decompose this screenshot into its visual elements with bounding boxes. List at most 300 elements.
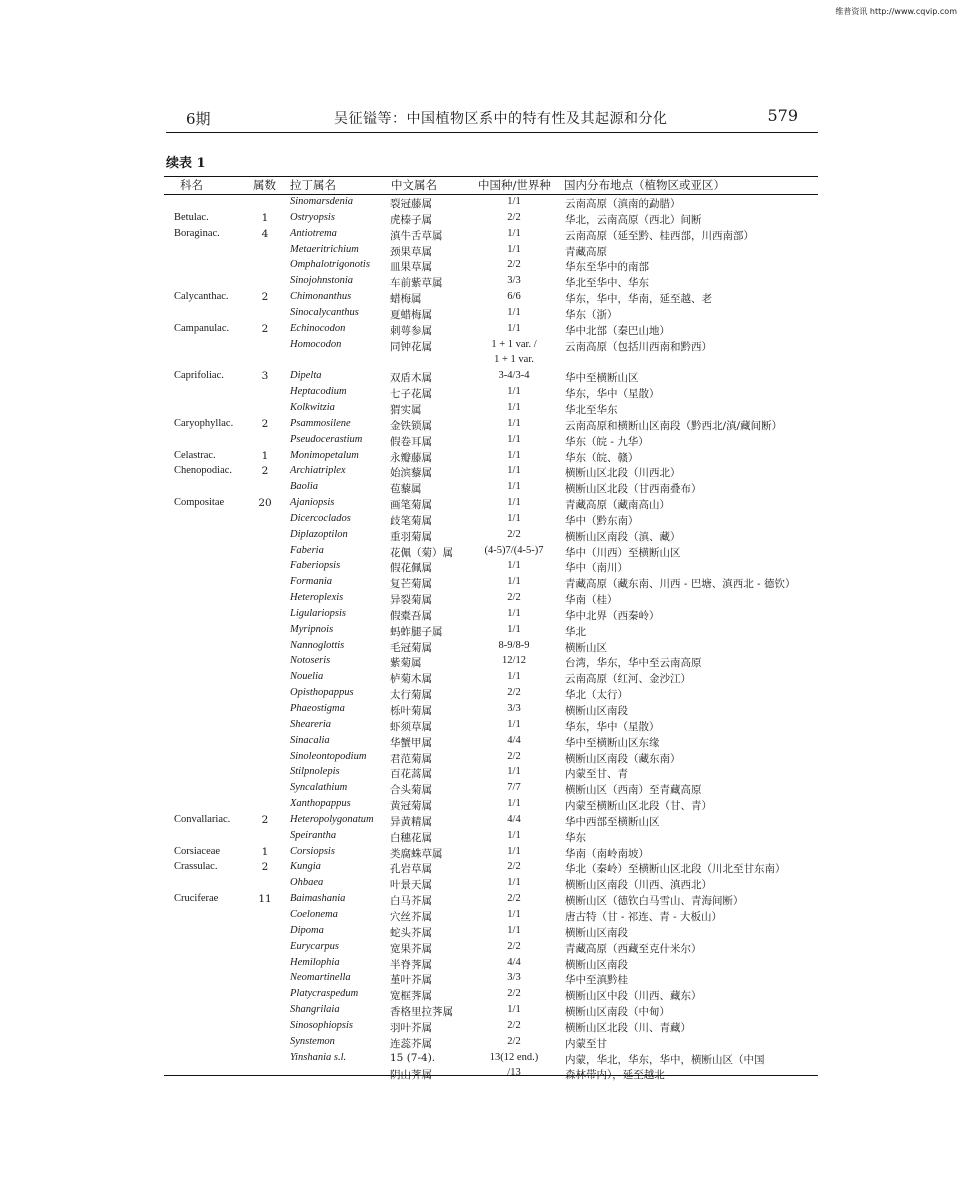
cell-latin: Chimonanthus	[290, 291, 352, 303]
cell-distribution: 华中至横断山区	[565, 372, 639, 385]
cell-distribution: 华中（黔东南）	[565, 514, 639, 527]
cell-latin: Speirantha	[290, 829, 337, 841]
cell-genus-count: 3	[261, 370, 269, 383]
cell-ratio: 1/1	[507, 497, 521, 509]
cell-latin: Nannoglottis	[290, 639, 345, 651]
cell-distribution: 华北（秦岭）至横断山区北段（川北至甘东南）	[565, 863, 786, 876]
cell-family: Compositae	[174, 497, 225, 509]
cell-ratio: 1/1	[507, 433, 521, 445]
cell-latin: Sinocalycanthus	[290, 306, 359, 318]
cell-latin: Kolkwitzia	[290, 401, 335, 413]
cell-ratio: 1/1	[507, 798, 521, 810]
table-row	[0, 829, 967, 845]
cell-latin: Faberiopsis	[290, 560, 341, 572]
cell-ratio: 8-9/8-9	[498, 639, 530, 651]
cell-distribution: 华东（浙）	[565, 308, 618, 321]
cell-chinese: 异黄精属	[390, 815, 432, 828]
cell-ratio: 1/1	[507, 449, 521, 461]
table-row	[0, 607, 967, 623]
cell-latin: Antiotrema	[290, 227, 337, 239]
cell-family: Calycanthac.	[174, 291, 229, 303]
table-row	[0, 591, 967, 607]
cell-ratio: 13(12 end.)	[489, 1051, 539, 1063]
cell-chinese: 半脊荠属	[390, 958, 432, 971]
cell-distribution: 华东，华中，华南，延至越、老	[565, 293, 712, 306]
cell-latin: Diplazoptilon	[290, 528, 348, 540]
cell-latin: Neomartinella	[290, 972, 351, 984]
cell-chinese: 花佩（菊）属	[390, 546, 453, 559]
cell-latin: Pseudocerastium	[290, 433, 363, 445]
cell-chinese: 重羽菊属	[390, 530, 432, 543]
cell-ratio: 1/1	[507, 227, 521, 239]
cell-latin: Omphalotrigonotis	[290, 259, 370, 271]
cell-ratio: 1/1	[507, 766, 521, 778]
table-bottom-rule	[164, 1075, 818, 1076]
cell-chinese: 金铁锁属	[390, 419, 432, 432]
header-ratio: 中国种/世界种	[478, 178, 551, 192]
cell-ratio: 1/1	[507, 243, 521, 255]
cell-ratio: 2/2	[507, 528, 521, 540]
cell-distribution: 华东	[565, 831, 586, 844]
cell-distribution: 横断山区南段（藏东南）	[565, 752, 681, 765]
table-row	[0, 306, 967, 322]
cell-distribution: 横断山区中段（川西、藏东）	[565, 990, 702, 1003]
table-row	[0, 670, 967, 686]
table-row	[0, 860, 967, 876]
cell-distribution: 青藏高原（藏南高山）	[565, 499, 670, 512]
cell-ratio: 1 + 1 var. /	[491, 338, 537, 350]
cell-distribution: 华中北界（西秦岭）	[565, 609, 660, 622]
cell-ratio: 1/1	[507, 718, 521, 730]
table-row	[0, 797, 967, 813]
cell-latin: Coelonema	[290, 908, 338, 920]
table-row	[0, 1019, 967, 1035]
cell-chinese: 异裂菊属	[390, 594, 432, 607]
cell-chinese: 白马芥属	[390, 895, 432, 908]
table-row	[0, 765, 967, 781]
cell-ratio: 1/1	[507, 322, 521, 334]
table-row	[0, 480, 967, 496]
cell-distribution: 唐古特（甘 - 祁连、青 - 大板山）	[565, 910, 722, 923]
table-row	[0, 654, 967, 670]
cell-latin: Yinshania s.l.	[290, 1051, 347, 1063]
cell-ratio: 2/2	[507, 259, 521, 271]
cell-family: Chenopodiac.	[174, 465, 233, 477]
cell-latin: Monimopetalum	[290, 449, 359, 461]
header-distribution: 国内分布地点（植物区或亚区）	[564, 178, 725, 192]
cell-latin: Sinomarsdenia	[290, 196, 353, 207]
cell-ratio: 3/3	[507, 703, 521, 714]
table-row	[0, 464, 967, 480]
header-chinese: 中文属名	[391, 178, 437, 192]
cell-genus-count: 2	[261, 813, 269, 826]
cell-latin: Formania	[290, 576, 332, 588]
cell-latin: Notoseris	[290, 655, 331, 667]
table-row	[0, 433, 967, 449]
cell-latin: Sinacalia	[290, 734, 330, 746]
table-row	[0, 290, 967, 306]
table-row	[0, 1051, 967, 1067]
cell-chinese: 车前紫草属	[390, 277, 443, 290]
cell-distribution: 横断山区南段	[565, 926, 628, 939]
cell-distribution: 华东（皖 - 九华）	[565, 435, 649, 448]
cell-latin: Phaeostigma	[290, 703, 345, 714]
table-row	[0, 417, 967, 433]
cell-chinese: 裂冠藤属	[390, 198, 432, 210]
cell-chinese: 蚂蚱腿子属	[390, 625, 443, 638]
table-row	[0, 195, 967, 211]
cell-latin: Baimashania	[290, 893, 346, 905]
cell-distribution: 华中至滇黔桂	[565, 974, 628, 987]
table-row	[0, 750, 967, 766]
header-rule	[166, 132, 818, 133]
cell-chinese: 滇牛舌草属	[390, 229, 443, 242]
cell-chinese: 连蕊芥属	[390, 1037, 432, 1050]
cell-latin: Metaeritrichium	[290, 243, 359, 255]
page-number: 579	[767, 106, 798, 125]
table-body	[0, 195, 967, 1082]
cell-family: Caryophyllac.	[174, 417, 234, 429]
cell-latin: Ligulariopsis	[290, 607, 347, 619]
cell-ratio: 1/1	[507, 306, 521, 318]
table-row	[0, 369, 967, 385]
table-row	[0, 338, 967, 354]
issue-number: 6期	[186, 110, 211, 128]
cell-chinese: 蛇头芥属	[390, 926, 432, 939]
cell-genus-count: 2	[261, 861, 269, 874]
cell-chinese: 假卷耳属	[390, 435, 432, 448]
cell-chinese: 虾须草属	[390, 720, 432, 733]
cell-chinese: 黄冠菊属	[390, 800, 432, 813]
cell-distribution: 横断山区北段（甘西南叠布）	[565, 483, 702, 496]
cell-family: Campanulac.	[174, 322, 230, 334]
cell-chinese: 穴丝芥属	[390, 910, 432, 923]
cell-ratio: 1/1	[507, 1004, 521, 1016]
cell-ratio: 1/1	[507, 845, 521, 857]
cell-ratio: (4-5)7/(4-5-)7	[484, 544, 544, 556]
cell-chinese: 复芒菊属	[390, 578, 432, 591]
table-row	[0, 211, 967, 227]
cell-family: Boraginac.	[174, 227, 220, 239]
cell-latin: Heptacodium	[290, 386, 347, 398]
cell-chinese: 夏蜡梅属	[390, 308, 432, 321]
cell-family: Crassulac.	[174, 861, 218, 873]
table-row	[0, 227, 967, 243]
cell-distribution: 青藏高原（西藏至克什米尔）	[565, 942, 702, 955]
cell-distribution: 横断山区南段（川西、滇西北）	[565, 879, 712, 892]
table-row	[0, 559, 967, 575]
cell-family: Betulac.	[174, 211, 209, 223]
cell-distribution: 内蒙至横断山区北段（甘、青）	[565, 800, 712, 813]
table-row	[0, 449, 967, 465]
cell-ratio: 2/2	[507, 687, 521, 699]
cell-latin: Echinocodon	[290, 322, 346, 334]
table-row	[0, 718, 967, 734]
cell-chinese: 紫菊属	[390, 657, 422, 670]
cell-distribution: 横断山区	[565, 641, 607, 654]
cell-distribution: 华中（南川）	[565, 562, 628, 575]
cell-distribution: 横断山区（德钦白马雪山、青海间断）	[565, 895, 744, 908]
cell-latin: Corsiopsis	[290, 845, 335, 857]
cell-chinese: 蜡梅属	[390, 293, 422, 306]
table-row	[0, 924, 967, 940]
cell-chinese: 猬实属	[390, 403, 422, 416]
cell-latin: Myripnois	[290, 623, 334, 635]
cell-ratio: 6/6	[507, 291, 521, 303]
cell-distribution: 华东，华中（星散）	[565, 388, 660, 401]
cell-ratio: 2/2	[507, 988, 521, 1000]
cell-latin: Xanthopappus	[290, 798, 351, 810]
cell-latin: Archiatriplex	[290, 465, 346, 477]
cell-genus-count: 2	[261, 322, 269, 335]
table-row	[0, 845, 967, 861]
cell-ratio: 1/1	[507, 607, 521, 619]
cell-chinese: 虎榛子属	[390, 213, 432, 226]
cell-latin: Eurycarpus	[290, 940, 339, 952]
cell-chinese: 苞藜属	[390, 483, 422, 496]
cell-ratio: 1/1	[507, 560, 521, 572]
cell-ratio: 1/1	[507, 671, 521, 683]
table-row	[0, 353, 967, 369]
cell-latin: Ajaniopsis	[290, 497, 335, 509]
article-title: 吴征镒等：中国植物区系中的特有性及其起源和分化	[334, 111, 668, 127]
cell-latin: Kungia	[290, 861, 321, 873]
cell-distribution: 横断山区南段	[565, 958, 628, 971]
cell-distribution: 华东（皖、赣）	[565, 451, 639, 464]
cell-distribution: 云南高原（包括川西南和黔西）	[565, 340, 712, 353]
cell-latin: Heteropolygonatum	[290, 813, 374, 825]
cell-distribution: 华北（太行）	[565, 689, 628, 702]
cell-distribution: 云南高原（红河、金沙江）	[565, 673, 691, 686]
cell-latin: Ohbaea	[290, 877, 324, 889]
cell-distribution: 云南高原（延至黔、桂西部，川西南部）	[565, 229, 754, 242]
cell-distribution: 华南（南岭南坡）	[565, 847, 649, 860]
cell-chinese: 香格里拉荠属	[390, 1006, 453, 1019]
cell-latin: Dicercoclados	[290, 512, 351, 524]
cell-chinese: 15 (7-4).	[390, 1051, 436, 1064]
cell-latin: Baolia	[290, 481, 318, 493]
cell-ratio: 1/1	[507, 465, 521, 477]
cell-family: Cruciferae	[174, 893, 219, 905]
cell-distribution: 华中至横断山区东缘	[565, 736, 660, 749]
cell-chinese: 君范菊属	[390, 752, 432, 765]
cell-chinese: 宽果芥属	[390, 942, 432, 955]
cell-distribution: 华北	[565, 625, 586, 638]
cell-ratio: 1/1	[507, 829, 521, 841]
watermark: 维普资讯 http://www.cqvip.com	[835, 7, 957, 16]
cell-chinese: 七子花属	[390, 388, 432, 401]
table-row	[0, 243, 967, 259]
cell-chinese: 毛冠菊属	[390, 641, 432, 654]
cell-chinese: 栎叶菊属	[390, 705, 432, 717]
cell-distribution: 横断山区南段	[565, 705, 628, 717]
cell-genus-count: 2	[261, 291, 269, 304]
cell-ratio: 3/3	[507, 275, 521, 287]
cell-ratio: 1/1	[507, 576, 521, 588]
cell-distribution: 横断山区北段（川西北）	[565, 467, 681, 480]
cell-distribution: 华中西部至横断山区	[565, 815, 660, 828]
cell-chinese: 同钟花属	[390, 340, 432, 353]
table-row	[0, 940, 967, 956]
table-row	[0, 1003, 967, 1019]
cell-genus-count: 4	[261, 227, 269, 240]
cell-chinese: 羽叶芥属	[390, 1021, 432, 1034]
cell-family: Celastrac.	[174, 449, 216, 461]
cell-ratio: 1/1	[507, 417, 521, 429]
cell-distribution: 云南高原（滇南的勐腊）	[565, 198, 681, 210]
cell-chinese: 颈果草属	[390, 245, 432, 258]
cell-ratio: 1/1	[507, 196, 521, 207]
table-row	[0, 385, 967, 401]
cell-chinese: 叶景天属	[390, 879, 432, 892]
cell-chinese: 歧笔菊属	[390, 514, 432, 527]
cell-ratio: 2/2	[507, 940, 521, 952]
table-row	[0, 908, 967, 924]
table-row	[0, 702, 967, 718]
cell-chinese: 双盾木属	[390, 372, 432, 385]
table-row	[0, 512, 967, 528]
cell-distribution: 台湾，华东，华中至云南高原	[565, 657, 702, 670]
table-row	[0, 813, 967, 829]
cell-distribution: 森林带内），延至越北	[565, 1069, 665, 1082]
cell-chinese: 阴山荠属	[390, 1069, 432, 1082]
cell-distribution: 华东，华中（星散）	[565, 720, 660, 733]
cell-chinese: 堇叶芥属	[390, 974, 432, 987]
cell-distribution: 青藏高原	[565, 245, 607, 258]
table-row	[0, 496, 967, 512]
cell-distribution: 内蒙，华北，华东，华中，横断山区（中国	[565, 1053, 765, 1066]
cell-ratio: 1/1	[507, 386, 521, 398]
table-row	[0, 987, 967, 1003]
cell-ratio: 2/2	[507, 1019, 521, 1031]
cell-family: Caprifoliac.	[174, 370, 224, 382]
cell-genus-count: 1	[261, 845, 269, 858]
cell-chinese: 百花蒿属	[390, 768, 432, 781]
cell-distribution: 华中北部（秦巴山地）	[565, 324, 670, 337]
cell-chinese: 白穗花属	[390, 831, 432, 844]
table-row	[0, 544, 967, 560]
cell-ratio: 1/1	[507, 401, 521, 413]
cell-ratio: 2/2	[507, 592, 521, 604]
running-head	[186, 108, 798, 132]
table-row	[0, 1035, 967, 1051]
cell-latin: Synstemon	[290, 1035, 335, 1047]
cell-genus-count: 20	[258, 497, 272, 510]
cell-latin: Opisthopappus	[290, 687, 354, 699]
table-row	[0, 401, 967, 417]
cell-latin: Dipoma	[290, 924, 324, 936]
cell-chinese: 刺萼参属	[390, 324, 432, 337]
table-caption: 续表 1	[166, 156, 206, 171]
cell-ratio: 7/7	[507, 782, 521, 794]
cell-ratio: 4/4	[507, 813, 521, 825]
cell-distribution: 横断山区南段（中甸）	[565, 1006, 670, 1019]
cell-latin: Faberia	[290, 544, 324, 556]
table-row	[0, 258, 967, 274]
cell-chinese: 永瓣藤属	[390, 451, 432, 464]
cell-latin: Homocodon	[290, 338, 342, 350]
table-row	[0, 322, 967, 338]
cell-latin: Dipelta	[290, 370, 322, 382]
cell-latin: Stilpnolepis	[290, 766, 340, 778]
table-row	[0, 892, 967, 908]
cell-ratio: 1/1	[507, 924, 521, 936]
cell-ratio: 2/2	[507, 750, 521, 762]
cell-chinese: 栌菊木属	[390, 673, 432, 686]
cell-distribution: 青藏高原（藏东南、川西 - 巴塘、滇西北 - 德钦）	[565, 578, 796, 591]
cell-latin: Platycraspedum	[290, 988, 359, 1000]
cell-ratio: 1/1	[507, 512, 521, 524]
cell-chinese: 皿果草属	[390, 261, 432, 274]
table-row	[0, 274, 967, 290]
cell-genus-count: 11	[258, 893, 272, 906]
cell-ratio: 4/4	[507, 956, 521, 968]
cell-chinese: 画笔菊属	[390, 499, 432, 512]
cell-ratio: /13	[507, 1067, 521, 1079]
cell-latin: Shangrilaia	[290, 1004, 340, 1016]
cell-ratio: 4/4	[507, 734, 521, 746]
cell-distribution: 华中（川西）至横断山区	[565, 546, 681, 559]
cell-ratio: 1/1	[507, 481, 521, 493]
header-genus-count: 属数	[253, 178, 276, 192]
table-row	[0, 781, 967, 797]
cell-latin: Heteroplexis	[290, 592, 344, 604]
cell-distribution: 华北至华东	[565, 403, 618, 416]
cell-ratio: 1/1	[507, 877, 521, 889]
cell-chinese: 假橐吾属	[390, 609, 432, 622]
cell-ratio: 1/1	[507, 623, 521, 635]
cell-latin: Sheareria	[290, 718, 332, 730]
cell-distribution: 华北至华中、华东	[565, 277, 649, 290]
table-row	[0, 971, 967, 987]
table-row	[0, 575, 967, 591]
table-row	[0, 734, 967, 750]
cell-latin: Psammosilene	[290, 417, 351, 429]
cell-chinese: 太行菊属	[390, 689, 432, 702]
cell-ratio: 3-4/3-4	[498, 370, 530, 382]
cell-ratio: 3/3	[507, 972, 521, 984]
cell-ratio: 1 + 1 var.	[494, 354, 534, 366]
cell-distribution: 华东至华中的南部	[565, 261, 649, 274]
cell-latin: Syncalathium	[290, 782, 348, 794]
cell-latin: Hemilophia	[290, 956, 340, 968]
cell-family: Convallariac.	[174, 813, 231, 825]
cell-latin: Ostryopsis	[290, 211, 335, 223]
cell-latin: Nouelia	[290, 671, 324, 683]
cell-distribution: 内蒙至甘	[565, 1037, 607, 1050]
cell-distribution: 内蒙至甘、青	[565, 768, 628, 781]
cell-genus-count: 2	[261, 465, 269, 478]
cell-ratio: 2/2	[507, 861, 521, 873]
cell-ratio: 1/1	[507, 908, 521, 920]
cell-distribution: 华南（桂）	[565, 594, 618, 607]
table-row	[0, 639, 967, 655]
cell-ratio: 12/12	[502, 655, 526, 667]
cell-distribution: 横断山区（西南）至青藏高原	[565, 784, 702, 797]
cell-chinese: 假花佩属	[390, 562, 432, 575]
cell-latin: Sinojohnstonia	[290, 275, 354, 287]
cell-genus-count: 1	[261, 449, 269, 462]
table-header	[0, 177, 967, 194]
header-latin: 拉丁属名	[290, 178, 336, 192]
cell-chinese: 华蟹甲属	[390, 736, 432, 749]
cell-chinese: 合头菊属	[390, 784, 432, 797]
cell-chinese: 孔岩草属	[390, 863, 432, 876]
table-row	[0, 528, 967, 544]
cell-distribution: 华北，云南高原（西北）间断	[565, 213, 702, 226]
cell-ratio: 2/2	[507, 893, 521, 905]
cell-chinese: 始滨藜属	[390, 467, 432, 480]
